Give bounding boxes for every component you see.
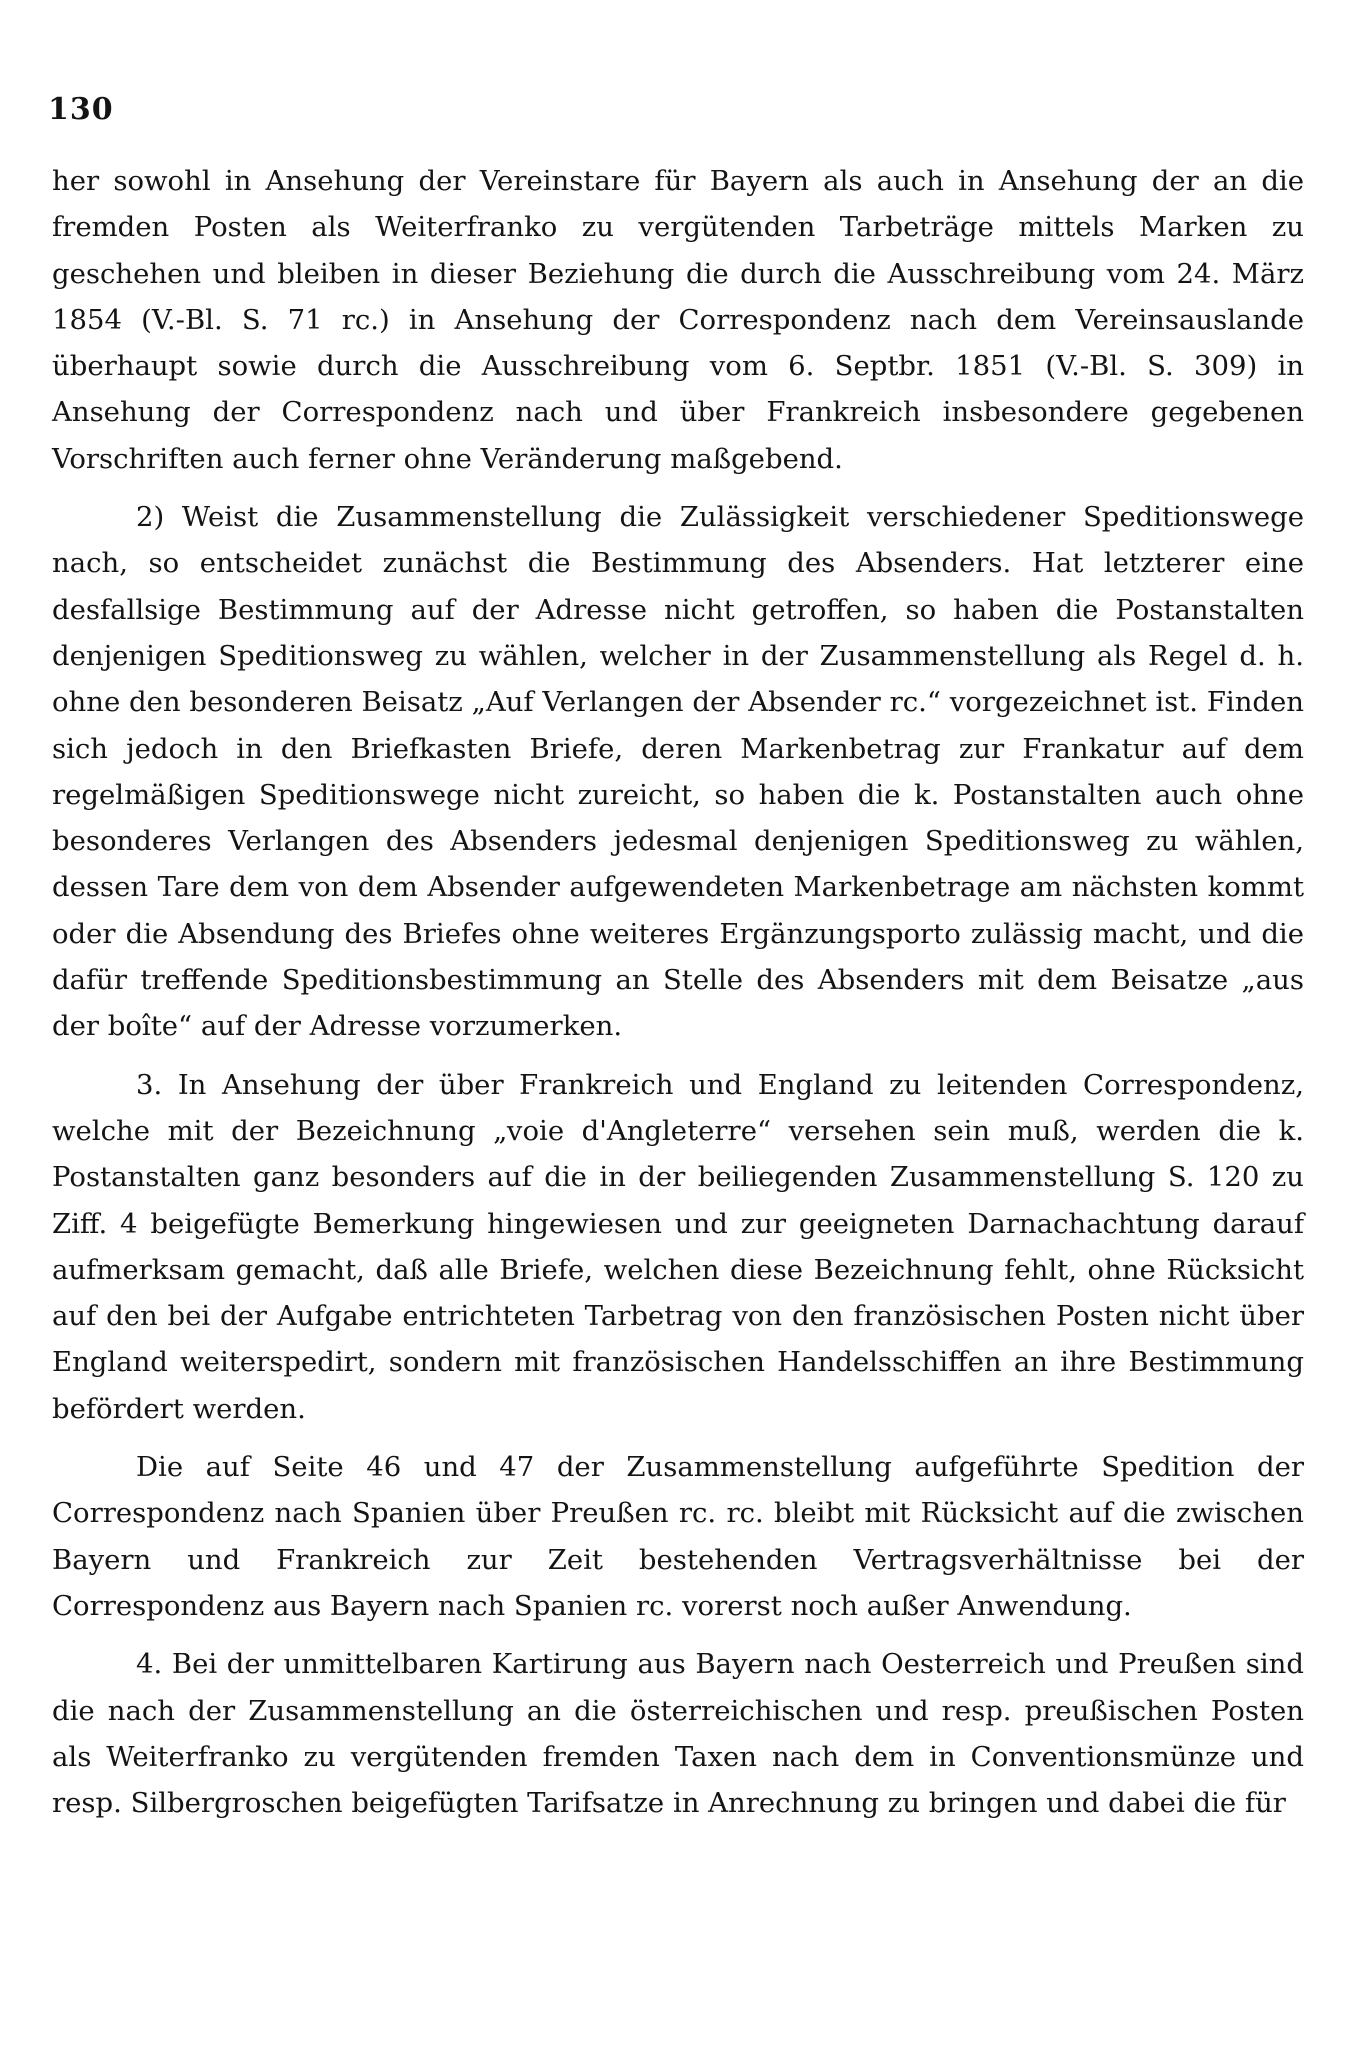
paragraph-continuation: her sowohl in Ansehung der Vereinstare für Bayern als auch in Ansehung der an die fremden Posten als Weiterfranko zu vergütenden Tarbeträge mittels Marken zu geschehen und bleiben in dieser Beziehung die durch die Ausschreibung vom 24. März 1854 (V.-Bl. S. 71 rc.) in Ansehung der Correspondenz nach dem Vereinsauslande überhaupt sowie durch die Ausschreibung vom 6. Septbr. 1851 (V.-Bl. S. 309) in Ansehung der Correspondenz nach und über Frankreich insbesondere gegebenen Vorschriften auch ferner ohne Veränderung maßgebend. (52, 165, 1304, 475)
paragraph-4-kartirung: 4. Bei der unmittelbaren Kartirung aus Bayern nach Oesterreich und Preußen sind die nach der Zusammenstellung an die österreichischen und resp. preußischen Posten als Weiterfranko zu vergütenden fremden Taxen nach dem in Conventionsmünze und resp. Silbergroschen beigefügten Tarifsatze in Anrechnung zu bringen und dabei die für (52, 1648, 1304, 1820)
page-number: 130 (48, 92, 114, 127)
paragraph-2-speditionswege: 2) Weist die Zusammenstellung die Zulässigkeit verschiedener Speditionswege nach, so entscheidet zunächst die Bestimmung des Absenders. Hat letzterer eine desfallsige Bestimmung auf der Adresse nicht getroffen, so haben die Postanstalten denjenigen Speditionsweg zu wählen, welcher in der Zusammenstellung als Regel d. h. ohne den besonderen Beisatz „Auf Verlangen der Absender rc.“ vorgezeichnet ist. Finden sich jedoch in den Briefkasten Briefe, deren Markenbetrag zur Frankatur auf dem regelmäßigen Speditionswege nicht zureicht, so haben die k. Postanstalten auch ohne besonderes Verlangen des Absenders jedesmal denjenigen Speditionsweg zu wählen, dessen Tare dem von dem Absender aufgewendeten Markenbetrage am nächsten kommt oder die Absendung des Briefes ohne weiteres Ergänzungsporto zulässig macht, und die dafür treffende Speditionsbestimmung an Stelle des Absenders mit dem Beisatze „aus der boîte“ auf der Adresse vorzumerken. (52, 501, 1304, 1043)
paragraph-spanien: Die auf Seite 46 und 47 der Zusammenstellung aufgeführte Spedition der Correspondenz nach Spanien über Preußen rc. rc. bleibt mit Rücksicht auf die zwischen Bayern und Frankreich zur Zeit bestehenden Vertragsverhältnisse bei der Correspondenz aus Bayern nach Spanien rc. vorerst noch außer Anwendung. (52, 1451, 1304, 1622)
body-text (52, 158, 1304, 1838)
paragraph-3-voie-d-angleterre: 3. In Ansehung der über Frankreich und England zu leitenden Correspondenz, welche mit der Bezeichnung „voie d'Angleterre“ versehen sein muß, werden die k. Postanstalten ganz besonders auf die in der beiliegenden Zusammenstellung S. 120 zu Ziff. 4 beigefügte Bemerkung hingewiesen und zur geeigneten Darnachachtung darauf aufmerksam gemacht, daß alle Briefe, welchen diese Bezeichnung fehlt, ohne Rücksicht auf den bei der Aufgabe entrichteten Tarbetrag von den französischen Posten nicht über England weiterspedirt, sondern mit französischen Handelsschiffen an ihre Bestimmung befördert werden. (52, 1068, 1304, 1425)
